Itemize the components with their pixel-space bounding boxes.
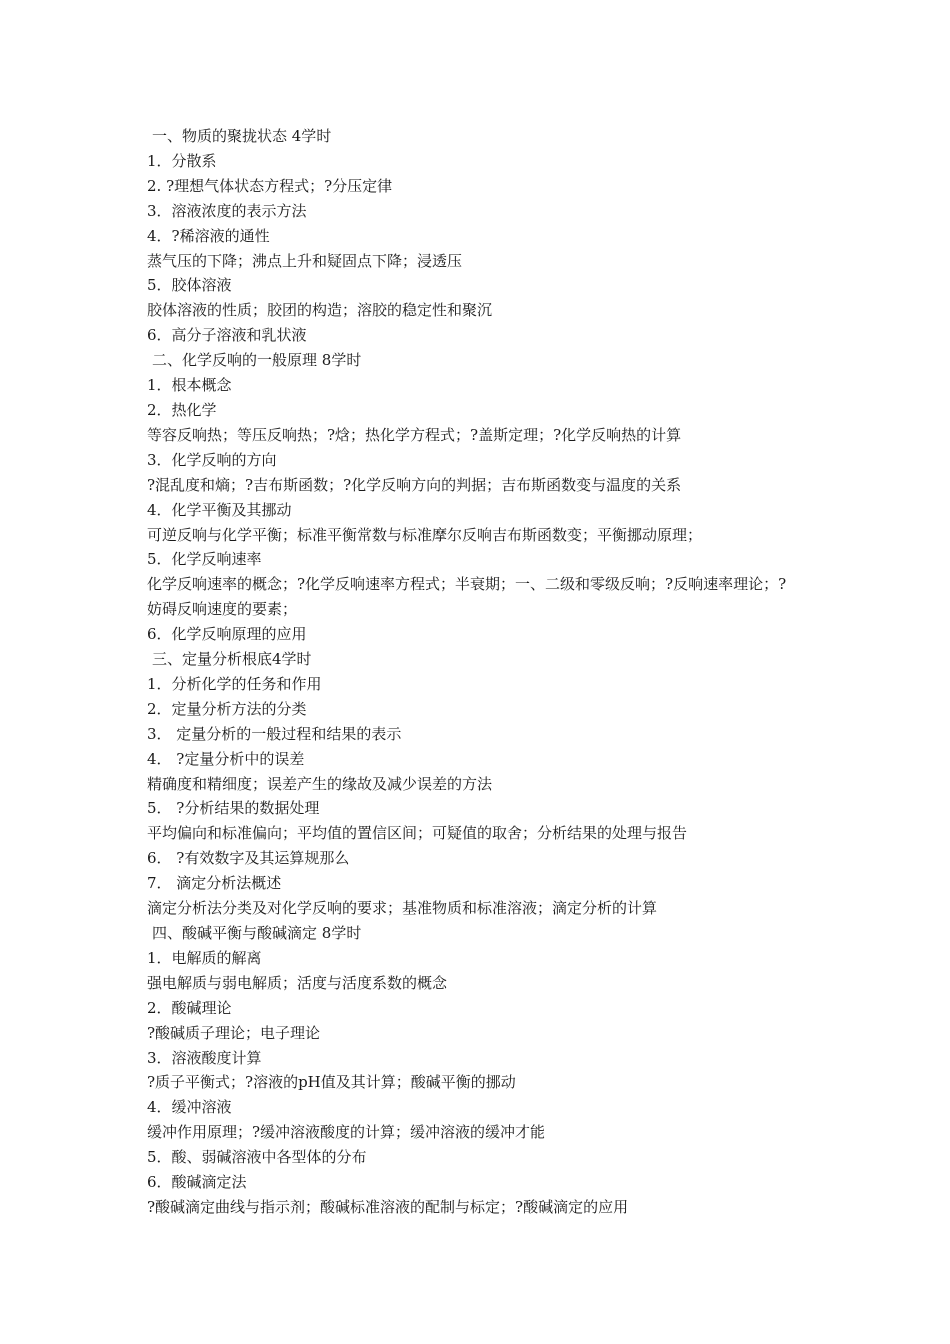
item-detail: 可逆反响与化学平衡；标准平衡常数与标准摩尔反响吉布斯函数变；平衡挪动原理； [147,525,703,544]
section-heading: 三、定量分析根底4学时 [152,650,312,669]
item-detail: 精确度和精细度；误差产生的缘故及减少误差的方法 [147,774,493,793]
syllabus-item: 5．酸、弱碱溶液中各型体的分布 [147,1148,367,1167]
item-detail: 强电解质与弱电解质；活度与活度系数的概念 [147,973,448,992]
syllabus-item: 7． 滴定分析法概述 [147,874,282,893]
item-detail: 蒸气压的下降；沸点上升和疑固点下降；浸透压 [147,251,463,270]
syllabus-item: 2. ?理想气体状态方程式；?分压定律 [147,176,393,195]
syllabus-item: 3．溶液酸度计算 [147,1048,262,1067]
syllabus-item: 3．溶液浓度的表示方法 [147,201,307,220]
syllabus-item: 4． ?定量分析中的误差 [147,749,305,768]
syllabus-item: 2．定量分析方法的分类 [147,699,307,718]
item-detail: ?混乱度和熵；?吉布斯函数；?化学反响方向的判据；吉布斯函数变与温度的关系 [147,475,682,494]
section-heading: 二、化学反响的一般原理 8学时 [152,351,362,370]
syllabus-item: 5．胶体溶液 [147,276,232,295]
item-detail: 胶体溶液的性质；胶团的构造；溶胶的稳定性和聚沉 [147,301,493,320]
syllabus-item: 2．酸碱理论 [147,998,232,1017]
syllabus-item: 4．化学平衡及其挪动 [147,500,292,519]
syllabus-item: 5．化学反响速率 [147,550,262,569]
syllabus-item: 4．?稀溶液的通性 [147,226,270,245]
syllabus-item: 6．化学反响原理的应用 [147,625,307,644]
syllabus-item: 5． ?分析结果的数据处理 [147,799,320,818]
syllabus-item: 3． 定量分析的一般过程和结果的表示 [147,724,402,743]
syllabus-item: 6．高分子溶液和乳状液 [147,326,307,345]
syllabus-item: 4．缓冲溶液 [147,1098,232,1117]
syllabus-item: 2．热化学 [147,400,217,419]
syllabus-item: 1．根本概念 [147,376,232,395]
section-heading: 四、酸碱平衡与酸碱滴定 8学时 [152,924,362,942]
syllabus-item: 1．分散系 [147,151,217,170]
syllabus-item: 6． ?有效数字及其运算规那么 [147,849,350,868]
item-detail: 平均偏向和标准偏向；平均值的置信区间；可疑值的取舍；分析结果的处理与报告 [147,824,688,843]
syllabus-item: 3．化学反响的方向 [147,450,277,469]
syllabus-item: 6．酸碱滴定法 [147,1173,247,1192]
item-detail: 化学反响速率的概念；?化学反响速率方程式；半衰期；一、二级和零级反响；?反响速率理论；?妨碍反响速度的要素； [147,575,787,619]
item-detail: 等容反响热；等压反响热；?焓；热化学方程式；?盖斯定理；?化学反响热的计算 [147,425,682,444]
item-detail: 滴定分析法分类及对化学反响的要求；基准物质和标准溶液；滴定分析的计算 [147,899,658,918]
section-heading: 一、物质的聚拢状态 4学时 [152,127,332,145]
item-detail: 缓冲作用原理；?缓冲溶液酸度的计算；缓冲溶液的缓冲才能 [147,1123,546,1142]
item-detail: ?酸碱质子理论；电子理论 [147,1023,321,1042]
item-detail: ?质子平衡式；?溶液的pH值及其计算；酸碱平衡的挪动 [147,1073,516,1092]
syllabus-item: 1．分析化学的任务和作用 [147,674,322,693]
document-body [147,124,807,1220]
item-detail: ?酸碱滴定曲线与指示剂；酸碱标准溶液的配制与标定；?酸碱滴定的应用 [147,1197,629,1216]
syllabus-item: 1．电解质的解离 [147,948,262,967]
